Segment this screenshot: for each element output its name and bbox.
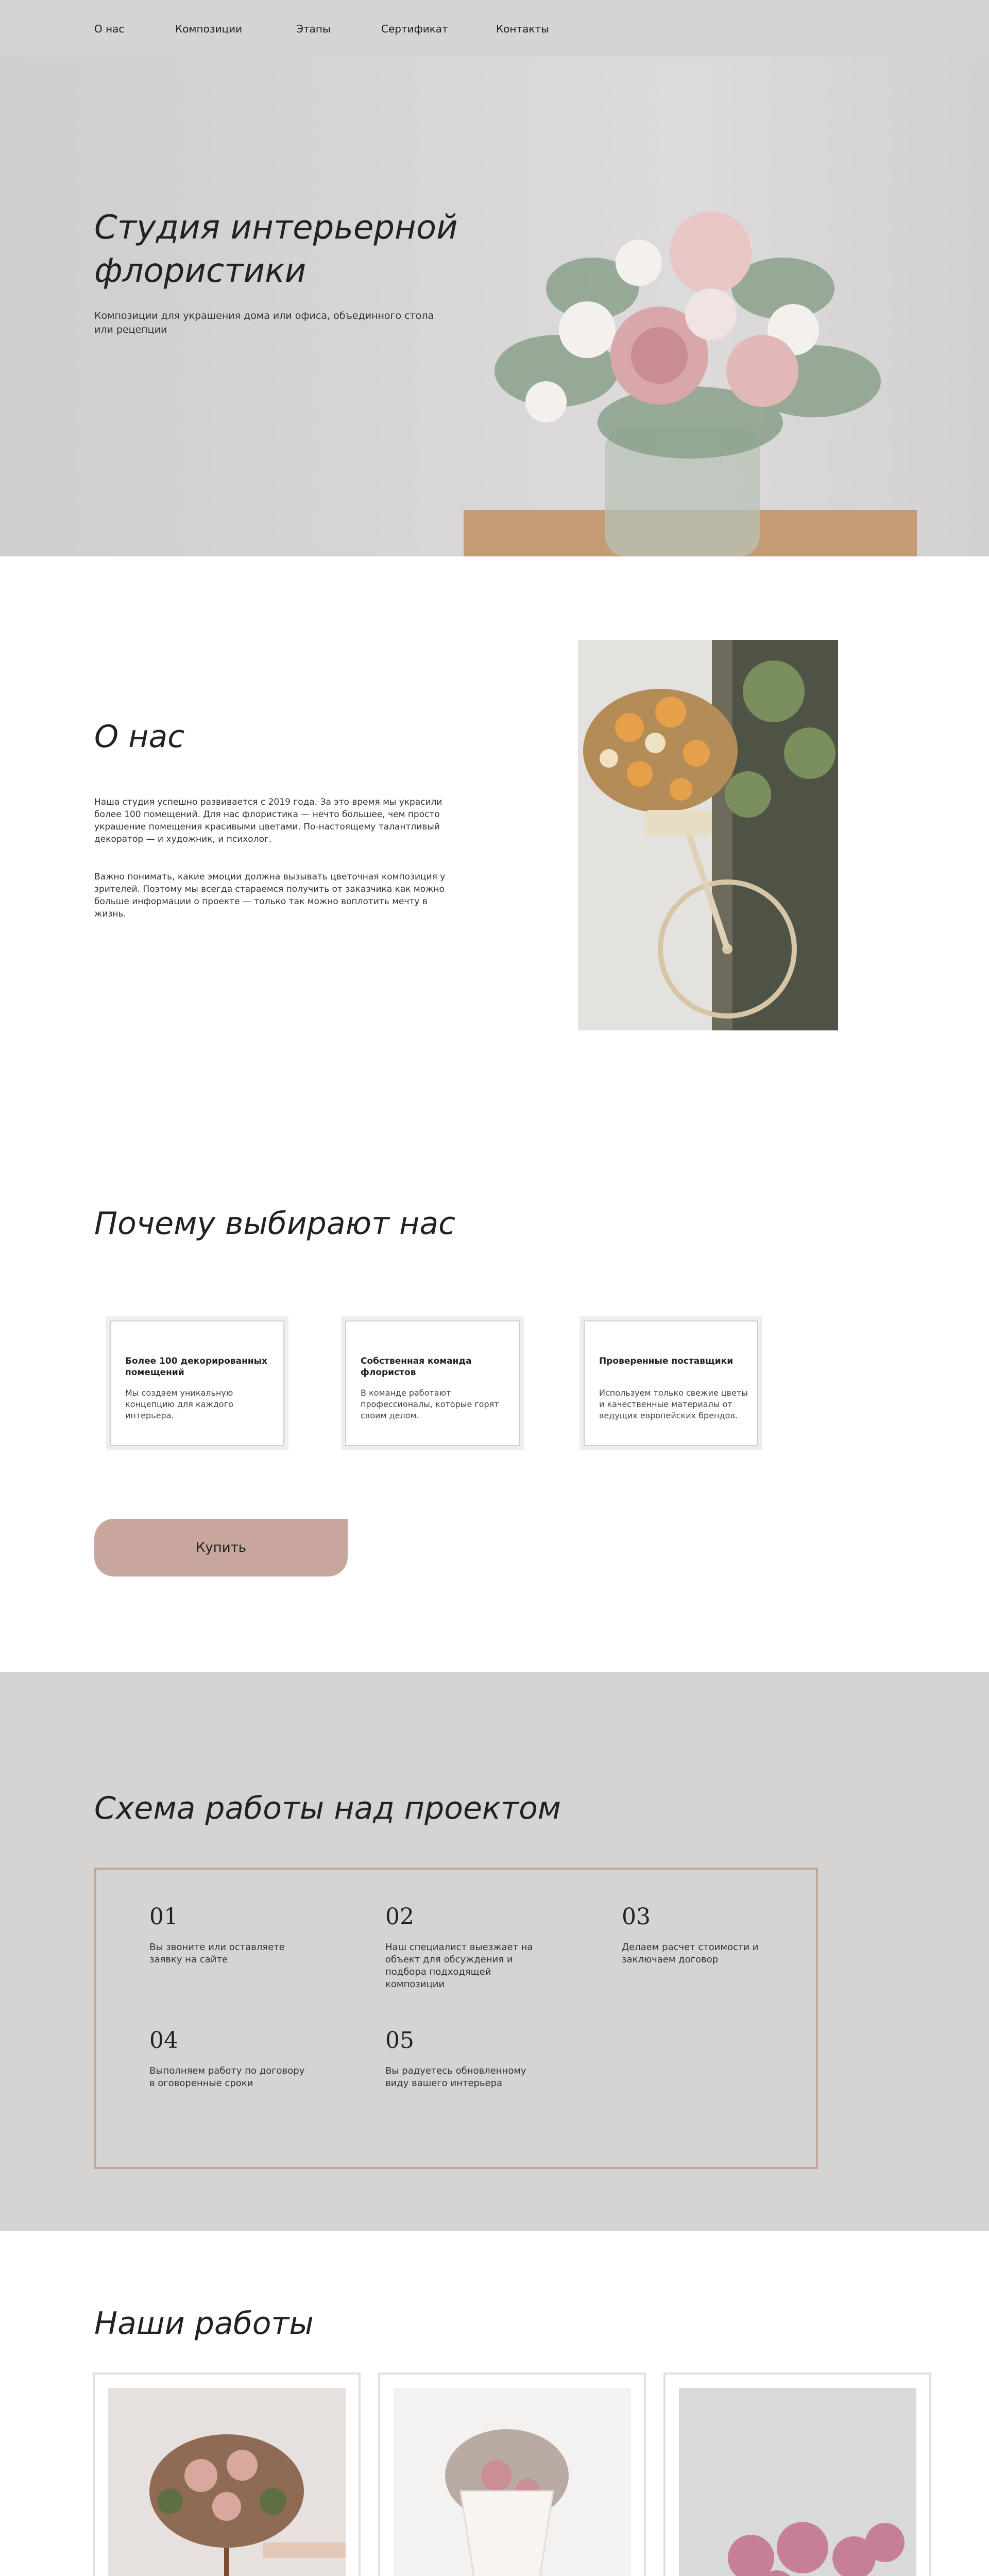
step-text: Выполняем работу по договору в оговоренные сроки	[149, 2065, 305, 2089]
about-paragraph-1: Наша студия успешно развивается с 2019 года. За это время мы украсили более 100 помещений. Для нас флористика — нечто большее, чем просто украшение помещения красивыми цветами. По-настоящему талантливый декоратор — и художник, и психолог.	[94, 797, 442, 844]
step-number: 03	[622, 1904, 651, 1930]
nav-item-compositions[interactable]: Композиции	[175, 23, 243, 35]
buy-button[interactable]: Купить	[94, 1519, 348, 1577]
feature-card	[106, 1316, 288, 1450]
step-number: 05	[385, 2027, 414, 2054]
bicycle-flowers-image	[578, 640, 838, 1030]
hero-subtitle: Композиции для украшения дома или офиса, объединного стола или рецепции	[94, 310, 434, 335]
feature-card	[341, 1316, 524, 1450]
why-title: Почему выбирают нас	[94, 1206, 456, 1242]
step-number: 04	[149, 2027, 178, 2054]
step-text: Делаем расчет стоимости и заключаем договор	[622, 1942, 759, 1965]
scheme-frame	[94, 1868, 818, 2169]
feature-title: Собственная команда флористов	[361, 1356, 472, 1378]
works-title: Наши работы	[94, 2306, 314, 2342]
step-text: Вы звоните или оставляете заявку на сайте	[149, 1942, 285, 1965]
step-text: Наш специалист выезжает на объект для обсуждения и подбора подходящей композиции	[385, 1942, 533, 1990]
nav-item-stages[interactable]: Этапы	[296, 23, 331, 35]
step-number: 02	[385, 1904, 414, 1930]
work-image-bouquet-1	[108, 2388, 346, 2576]
work-card[interactable]	[93, 2372, 361, 2576]
scheme-title: Схема работы над проектом	[94, 1790, 561, 1826]
feature-card	[579, 1316, 762, 1450]
feature-title: Более 100 декорированных помещений	[125, 1356, 267, 1378]
feature-text: Мы создаем уникальную концепцию для каждого интерьера.	[125, 1388, 233, 1420]
hero-bouquet-image	[422, 185, 989, 556]
step-text: Вы радуетесь обновленному виду вашего интерьера	[385, 2065, 526, 2089]
about-paragraph-2: Важно понимать, какие эмоции должна вызывать цветочная композиция у зрителей. Поэтому мы всегда стараемся получить от заказчика как можно больше информации о проекте — только так можно воплотить мечту в жизнь.	[94, 872, 446, 919]
work-card[interactable]	[663, 2372, 931, 2576]
hero-title: Студия интерьерной флористики	[94, 209, 458, 290]
feature-text: В команде работают профессионалы, которые горят своим делом.	[361, 1388, 499, 1420]
nav-item-about[interactable]: О нас	[94, 23, 125, 35]
work-image-bouquet-2	[394, 2388, 631, 2576]
top-navigation	[0, 0, 989, 57]
about-title: О нас	[94, 719, 185, 755]
nav-item-certificate[interactable]: Сертификат	[381, 23, 448, 35]
feature-text: Используем только свежие цветы и качественные материалы от ведущих европейских брендов.	[599, 1388, 748, 1420]
work-card[interactable]	[378, 2372, 646, 2576]
nav-item-contacts[interactable]: Контакты	[496, 23, 549, 35]
work-image-peonies	[679, 2388, 916, 2576]
hero-section	[0, 57, 989, 556]
feature-title: Проверенные поставщики	[599, 1356, 734, 1366]
step-number: 01	[149, 1904, 178, 1930]
